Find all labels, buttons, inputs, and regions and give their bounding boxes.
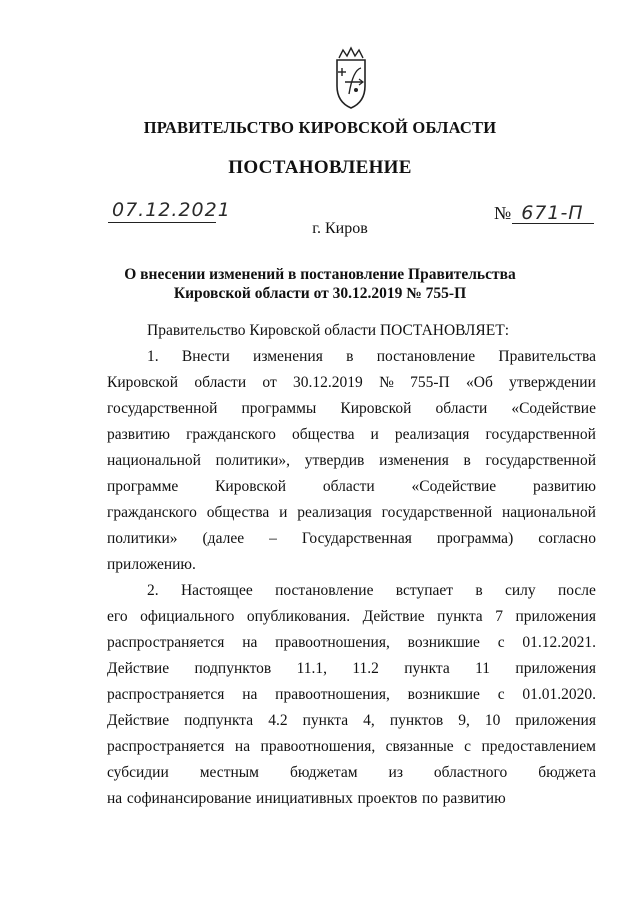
paragraph-2-line: Действие подпункта 4.2 пункта 4, пунктов 9, 10 приложения bbox=[107, 712, 596, 729]
paragraph-1 bbox=[107, 344, 596, 578]
paragraph-2-line: распространяется на правоотношения, возникшие с 01.12.2021. bbox=[107, 634, 596, 651]
paragraph-2-line: субсидии местным бюджетам из областного бюджета bbox=[107, 764, 596, 781]
document-type-heading: ПОСТАНОВЛЕНИЕ bbox=[228, 157, 412, 178]
paragraph-1-line: приложению. bbox=[107, 556, 196, 573]
paragraph-1-line: гражданского общества и реализация государственной национальной bbox=[107, 504, 596, 521]
paragraph-2-line: 2. Настоящее постановление вступает в силу после bbox=[147, 582, 596, 599]
organization-title: ПРАВИТЕЛЬСТВО КИРОВСКОЙ ОБЛАСТИ bbox=[143, 118, 497, 137]
document-subject bbox=[0, 265, 640, 303]
coat-of-arms-icon bbox=[329, 46, 373, 114]
paragraph-2-line: его официального опубликования. Действие пункта 7 приложения bbox=[107, 608, 596, 625]
subject-line-2: Кировской области от 30.12.2019 № 755-П bbox=[173, 285, 467, 302]
paragraph-1-line: Кировской области от 30.12.2019 № 755-П «Об утверждении bbox=[107, 374, 596, 391]
paragraph-1-line: развитию гражданского общества и реализация государственной bbox=[107, 426, 596, 443]
document-date: 07.12.2021 bbox=[112, 199, 231, 221]
paragraph-2-line: Действие подпунктов 11.1, 11.2 пункта 11 приложения bbox=[107, 660, 596, 677]
paragraph-1-line: государственной программы Кировской области «Содействие bbox=[107, 400, 596, 417]
paragraph-1-line: политики» (далее – Государственная программа) согласно bbox=[107, 530, 596, 547]
document-body bbox=[107, 318, 596, 812]
paragraph-2-line: на софинансирование инициативных проектов по развитию bbox=[107, 790, 506, 807]
number-sign: № bbox=[494, 203, 512, 223]
subject-line-1: О внесении изменений в постановление Правительства bbox=[124, 266, 516, 283]
paragraph-2-line: распространяется на правоотношения, возникшие с 01.01.2020. bbox=[107, 686, 596, 703]
paragraph-1-line: 1. Внести изменения в постановление Правительства bbox=[147, 348, 596, 365]
paragraph-2-line: распространяется на правоотношения, связанные с предоставлением bbox=[107, 738, 596, 755]
paragraph-2 bbox=[107, 578, 596, 812]
paragraph-1-line: национальной политики», утвердив изменения в государственной bbox=[107, 452, 596, 469]
intro-paragraph: Правительство Кировской области ПОСТАНОВЛЯЕТ: bbox=[147, 322, 510, 339]
paragraph-1-line: программе Кировской области «Содействие развитию bbox=[107, 478, 596, 495]
document-city: г. Киров bbox=[312, 220, 368, 237]
number-value: 671-П bbox=[521, 202, 584, 224]
